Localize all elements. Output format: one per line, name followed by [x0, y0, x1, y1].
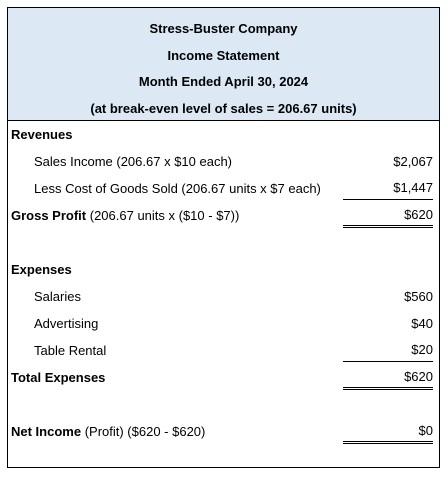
expenses-heading: Expenses [11, 262, 72, 277]
expense-label: Table Rental [34, 343, 107, 358]
expenses-heading-row [8, 258, 439, 282]
net-income-label-detail: (Profit) ($620 - $620) [81, 424, 206, 439]
expense-amount: $560 [404, 289, 433, 304]
total-expenses-row [8, 366, 439, 390]
sales-amount: $2,067 [393, 154, 433, 169]
revenues-heading: Revenues [11, 127, 73, 142]
gross-profit-amount: $620 [343, 204, 433, 228]
income-statement [7, 7, 440, 468]
net-income-label-bold: Net Income [11, 424, 82, 439]
revenues-heading-row [8, 123, 439, 147]
cogs-label: Less Cost of Goods Sold (206.67 units x $7 each) [34, 181, 321, 196]
break-even-note: (at break-even level of sales = 206.67 units) [90, 101, 357, 116]
expense-row-table-rental [8, 339, 439, 363]
statement-title: Income Statement [167, 48, 280, 63]
gross-profit-label [11, 204, 239, 228]
total-expenses-label: Total Expenses [11, 370, 106, 385]
expense-row-advertising [8, 312, 439, 336]
company-name: Stress-Buster Company [149, 21, 298, 36]
expense-label: Advertising [34, 316, 99, 331]
gross-profit-label-bold: Gross Profit [11, 208, 87, 223]
cogs-row [8, 177, 439, 201]
expense-label: Salaries [34, 289, 81, 304]
gross-profit-row [8, 204, 439, 228]
statement-period: Month Ended April 30, 2024 [138, 74, 309, 89]
cogs-amount: $1,447 [343, 177, 433, 200]
expense-row-salaries [8, 285, 439, 309]
sales-row [8, 150, 439, 174]
sales-label: Sales Income (206.67 x $10 each) [34, 154, 233, 169]
total-expenses-amount: $620 [343, 366, 433, 390]
expense-amount: $20 [343, 339, 433, 362]
net-income-amount: $0 [343, 420, 433, 444]
expense-amount: $40 [411, 316, 433, 331]
net-income-row [8, 420, 439, 444]
gross-profit-label-detail: (206.67 units x ($10 - $7)) [86, 208, 240, 223]
net-income-label [11, 420, 205, 444]
statement-header [8, 8, 439, 121]
